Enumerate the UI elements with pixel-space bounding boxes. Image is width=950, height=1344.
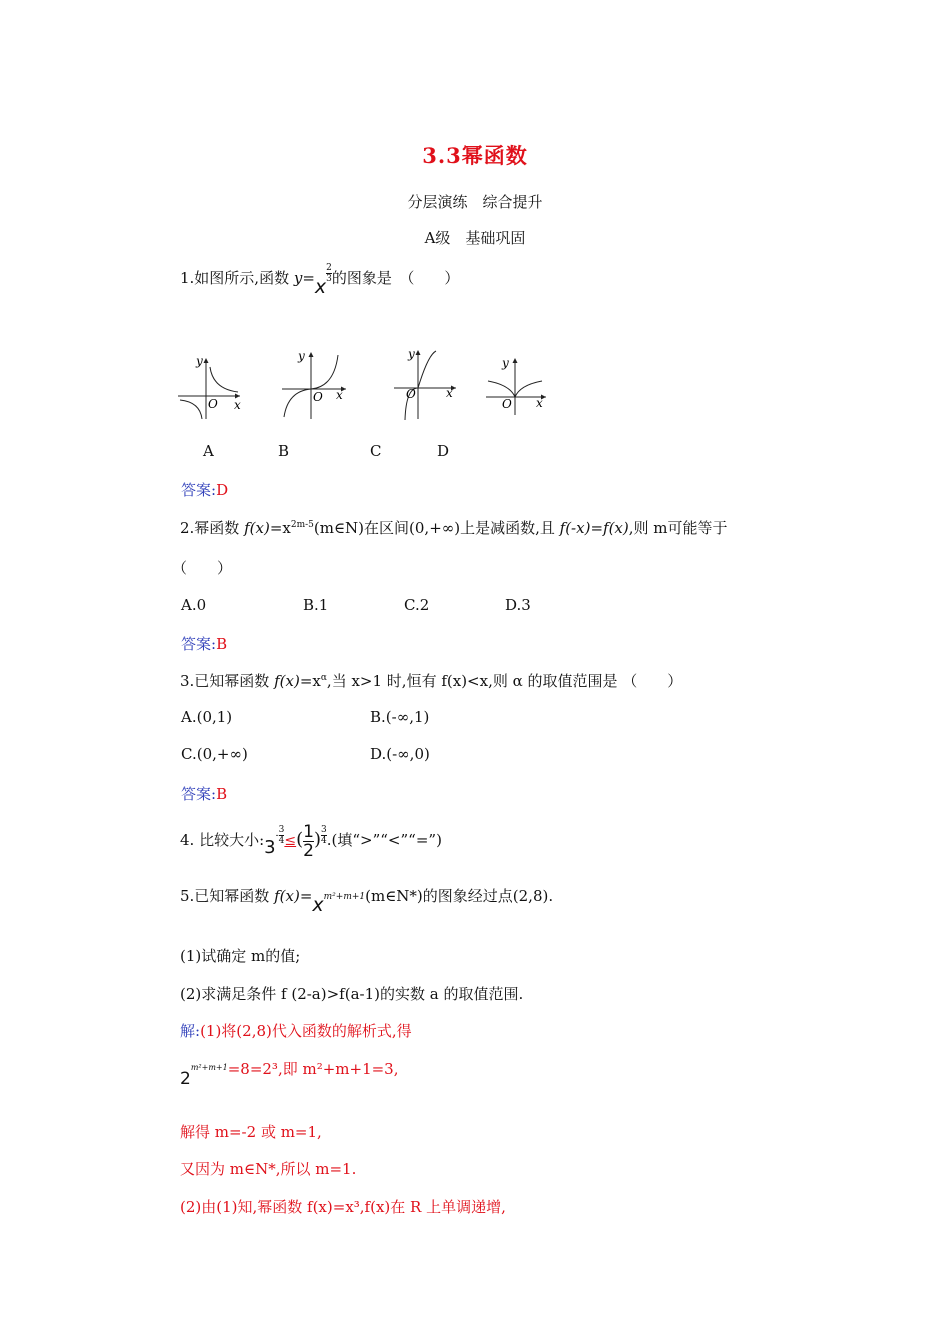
q2-option-c: C.2 [404, 596, 430, 614]
graph-c-y-label: y [408, 347, 415, 361]
q3-option-a: A.(0,1) [181, 708, 233, 726]
question-4: 4. 比较大小:3- $\frac{3}{4}$ ≤( $\frac{1}{2}$ ) $\frac{3}{4}$ .(填“>”“<”“=”) [180, 821, 442, 861]
graph-label-d: D [437, 442, 450, 460]
graph-label-b: B [278, 442, 290, 460]
graph-a [178, 354, 241, 419]
solution-line-5: (2)由(1)知,幂函数 f(x)=x³,f(x)在 R 上单调递增, [180, 1198, 506, 1216]
q5-part-1: (1)试确定 m的值; [180, 947, 301, 965]
graph-d-y-label: y [502, 356, 509, 370]
graph-c-x-label: x [446, 386, 453, 400]
q1-suffix: 的图象是 （ ） [331, 269, 460, 287]
graph-label-c: C [370, 442, 382, 460]
q3-option-b: B.(-∞,1) [370, 708, 430, 726]
graph-c-origin: O [406, 387, 416, 401]
graph-d-origin: O [502, 397, 512, 411]
q2-answer: 答案:B [181, 635, 228, 653]
q3-option-d: D.(-∞,0) [370, 745, 430, 763]
q5-part-2: (2)求满足条件 f (2-a)>f(a-1)的实数 a 的取值范围. [180, 985, 524, 1003]
graph-a-y-label: y [196, 354, 203, 368]
graph-d [486, 356, 546, 415]
section-subtitle: 分层演练 综合提升 [407, 193, 543, 211]
q1-answer [181, 479, 228, 500]
q1-answer-label: 答案: [181, 481, 217, 499]
graph-b-x-label: x [336, 388, 343, 402]
q1-prefix: 1.如图所示,函数 [180, 269, 294, 287]
solution-line-4: 又因为 m∈N*,所以 m=1. [180, 1160, 357, 1178]
q2-option-d: D.3 [505, 596, 531, 614]
graph-b-y-label: y [298, 349, 305, 363]
level-subtitle: A级 基础巩固 [424, 229, 526, 247]
q1-base: x [314, 276, 327, 298]
graph-b [282, 349, 346, 419]
question-5: 5.已知幂函数 $f(x)=x^{m^2+m+1}(m\in N*)$的图象经过点(2,8). [180, 887, 554, 916]
solution-intro: 解:(1)将(2,8)代入函数的解析式,得 [180, 1022, 412, 1040]
q2-option-a: A.0 [181, 596, 207, 614]
solution-line-3: 解得 m=-2 或 m=1, [180, 1123, 322, 1141]
q1-answer-value: D [216, 481, 229, 499]
q1-exponent: $\frac{2}{3}$ [326, 262, 332, 284]
q1-y-eq: y= [293, 269, 315, 287]
q4-half: $\frac{1}{2}$ [303, 821, 314, 861]
q4-exponent-2: $\frac{3}{4}$ [321, 824, 327, 846]
q3-option-c: C.(0,+∞) [181, 745, 248, 763]
graph-label-a: A [203, 442, 214, 460]
page-title: 3.3幂函数 [422, 143, 528, 168]
q4-base: 3 [264, 837, 276, 858]
q4-exponent-1: - $\frac{3}{4}$ [275, 824, 285, 846]
solution-line-2: $2^{m^2+m+1}=8=2^3$,即 m²+m+1=3, [180, 1060, 399, 1089]
q1-graphs [170, 345, 570, 425]
question-1 [180, 262, 460, 298]
graph-b-origin: O [313, 390, 323, 404]
q4-answer-blank: ≤ [284, 833, 297, 849]
q2-paren: （ ） [172, 559, 233, 577]
graph-a-x-label: x [234, 398, 241, 412]
graph-c [394, 347, 456, 420]
q3-answer: 答案:B [181, 785, 228, 803]
q2-option-b: B.1 [303, 596, 329, 614]
graph-a-origin: O [208, 397, 218, 411]
question-2: 2.幂函数 $f(x)=x^{2m-5}(m\in N)$在区间(0,+∞)上是减函数,且 f(-x)=f(x),则 m可能等于 [180, 519, 728, 537]
graph-d-x-label: x [536, 396, 543, 410]
question-3: 3.已知幂函数 $f(x)=x^\alpha$,当 x>1 时,恒有 f(x)<x,则 α 的取值范围是 （ ） [180, 672, 683, 690]
